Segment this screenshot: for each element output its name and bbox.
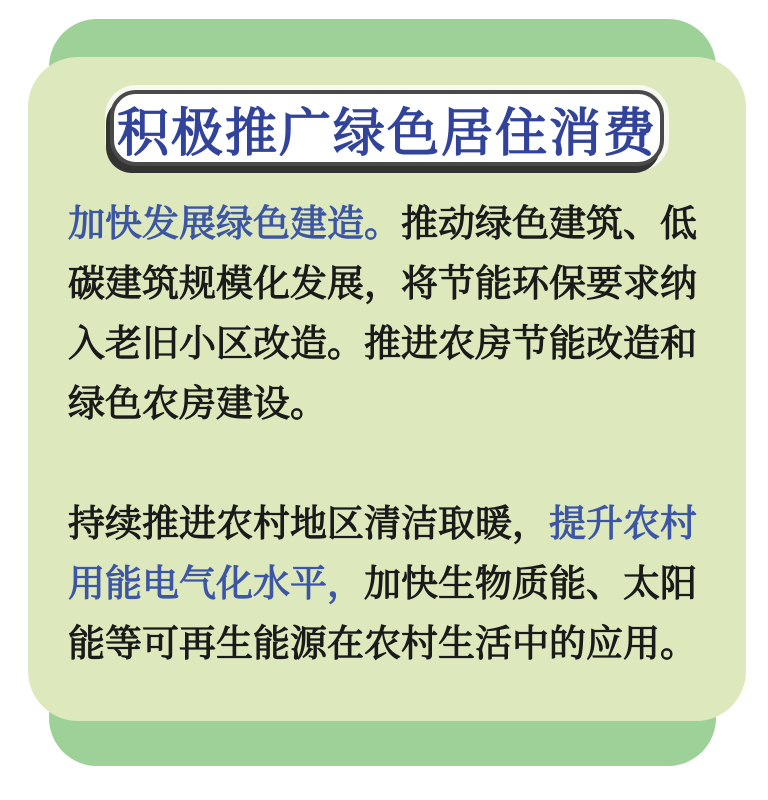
title-banner (110, 90, 664, 166)
text-line-3 (68, 314, 708, 374)
text-segment: 推动绿色建筑、低 (401, 203, 697, 244)
text-segment: 入老旧小区改造。推进农房节能改造和 (68, 323, 697, 364)
paragraph-2 (68, 494, 708, 674)
page-title: 积极推广绿色居住消费 (116, 104, 657, 163)
text-line-5 (68, 494, 708, 554)
content-card (28, 57, 746, 721)
text-line-2 (68, 254, 708, 314)
text-segment: 加快生物质能、太阳 (364, 563, 697, 604)
highlight-phrase: 加快发展绿色建造。 (68, 203, 401, 244)
text-line-1 (68, 194, 708, 254)
text-segment: 碳建筑规模化发展，将节能环保要求纳 (68, 263, 697, 304)
text-line-6 (68, 554, 708, 614)
highlight-phrase: 用能电气化水平， (68, 563, 364, 604)
highlight-phrase: 提升农村 (549, 503, 697, 544)
text-line-7 (68, 614, 708, 674)
text-segment: 能等可再生能源在农村生活中的应用。 (68, 623, 697, 664)
text-segment: 持续推进农村地区清洁取暖， (68, 503, 549, 544)
text-line-4 (68, 374, 708, 434)
text-segment: 绿色农房建设。 (68, 383, 327, 424)
paragraph-1 (68, 194, 708, 434)
body-text (28, 166, 746, 674)
